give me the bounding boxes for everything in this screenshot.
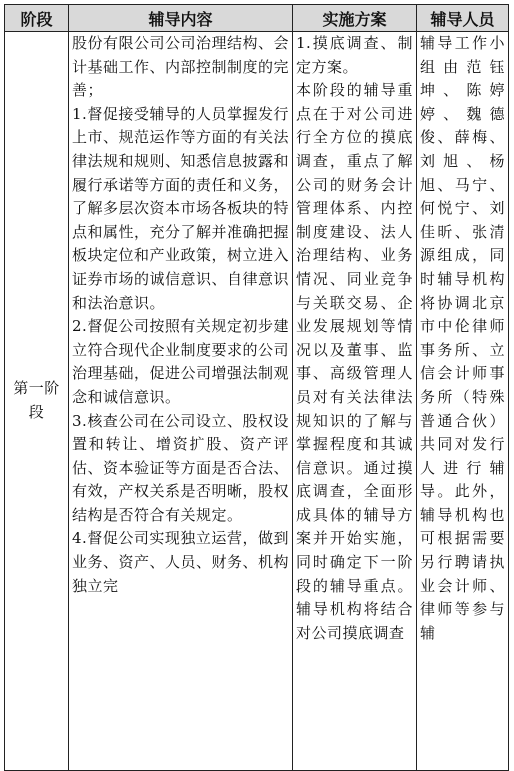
plan-paragraph: 1.摸底调查、制定方案。 bbox=[296, 34, 413, 76]
plan-cell bbox=[293, 32, 417, 771]
plan-paragraph: 本阶段的辅导重点在于对公司进行全方位的摸底调查，重点了解公司的财务会计管理体系、内控制度建设、法人治理结构、业务情况、同业竞争与关联交易、企业发展规划等情况以及董事、监事、高级管理人员对有关法律法规知识的了解与掌握程度和其诚信意识。通过摸底调查，全面形成具体的辅导方案并开始实施，同时确定下一阶段的辅导重点。辅导机构将结合对公司摸底调查 bbox=[296, 81, 413, 642]
tutoring-plan-table bbox=[4, 4, 509, 771]
header-row bbox=[5, 5, 509, 32]
content-paragraph: 1.督促接受辅导的人员掌握发行上市、规范运作等方面的有关法律法规和规则、知悉信息披露和履行承诺等方面的责任和义务，了解多层次资本市场各板块的特点和属性，充分了解并准确把握板块定位和产业政策，树立进入证券市场的诚信意识、自律意识和法治意识。 bbox=[72, 104, 289, 312]
staff-cell bbox=[417, 32, 509, 771]
content-paragraph: 4.督促公司实现独立运营，做到业务、资产、人员、财务、机构独立完 bbox=[72, 529, 289, 595]
content-paragraph: 3.核查公司在公司设立、股权设置和转让、增资扩股、资产评估、资本验证等方面是否合法、有效，产权关系是否明晰，股权结构是否符合有关规定。 bbox=[72, 411, 289, 524]
header-content: 辅导内容 bbox=[69, 5, 293, 32]
stage-cell: 第一阶段 bbox=[5, 32, 69, 771]
content-paragraph: 股份有限公司公司治理结构、会计基础工作、内部控制制度的完善； bbox=[72, 34, 289, 100]
header-plan: 实施方案 bbox=[293, 5, 417, 32]
header-staff: 辅导人员 bbox=[417, 5, 509, 32]
content-paragraph: 2.督促公司按照有关规定初步建立符合现代企业制度要求的公司治理基础，促进公司增强法制观念和诚信意识。 bbox=[72, 317, 289, 406]
staff-paragraph: 辅导工作小组由范钰坤、陈婷婷、魏德俊、薛梅、刘旭、杨旭、马宁、何悦宁、刘佳昕、张清源组成，同时辅导机构将协调北京市中伦律师事务所、立信会计师事务所（特殊普通合伙）共同对发行人进行辅导。此外，辅导机构也可根据需要另行聘请执业会计师、律师等参与辅 bbox=[420, 34, 505, 642]
table-row bbox=[5, 32, 509, 771]
content-cell bbox=[69, 32, 293, 771]
header-stage: 阶段 bbox=[5, 5, 69, 32]
